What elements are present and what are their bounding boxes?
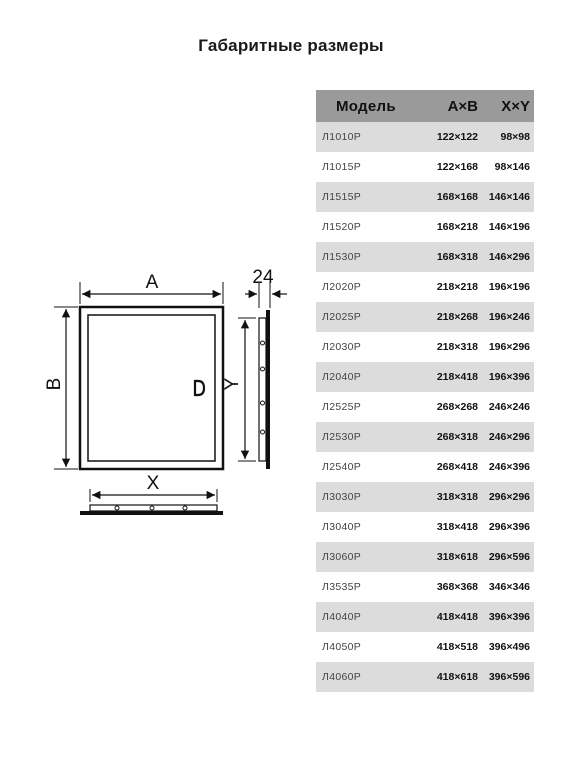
header-xy: X×Y [501,97,530,115]
cell-ab: 168×318 [436,251,478,263]
cell-model: Л2525Р [322,401,362,413]
cell-model: Л2540Р [322,461,362,473]
cell-xy: 396×596 [488,671,530,683]
table-row [316,452,534,482]
cell-ab: 122×168 [436,161,478,173]
cell-xy: 346×346 [488,581,530,593]
table-row [316,542,534,572]
cell-ab: 368×368 [436,581,478,593]
table-row [316,422,534,452]
hatch-side-view [222,267,287,469]
header-model: Модель [336,97,396,115]
cell-ab: 218×218 [436,281,478,293]
dimension-a [80,272,223,304]
cell-ab: 218×318 [436,341,478,353]
table-row [316,182,534,212]
table-row [316,332,534,362]
table-row [316,362,534,392]
cell-xy: 146×146 [488,191,530,203]
cell-model: Л4050Р [322,641,362,653]
table-row [316,482,534,512]
cell-model: Л2040Р [322,371,362,383]
cell-xy: 196×196 [488,281,530,293]
table-row [316,632,534,662]
cell-xy: 296×596 [488,551,530,563]
cell-model: Л1515Р [322,191,362,203]
hatch-bottom-view [80,473,223,515]
table-row [316,302,534,332]
cell-ab: 268×418 [436,461,478,473]
cell-ab: 318×418 [436,521,478,533]
cell-xy: 98×98 [500,131,530,143]
table-row [316,512,534,542]
cell-xy: 196×396 [488,371,530,383]
table-row [316,602,534,632]
cell-ab: 268×268 [436,401,478,413]
table-row [316,212,534,242]
label-a: A [145,272,159,293]
cell-xy: 396×396 [488,611,530,623]
cell-ab: 122×122 [436,131,478,143]
table-row [316,572,534,602]
cell-xy: 246×246 [488,401,530,413]
cell-model: Л3060Р [322,551,362,563]
cell-ab: 418×518 [436,641,478,653]
cell-model: Л3040Р [322,521,362,533]
cell-xy: 98×146 [494,161,530,173]
table-header [316,90,534,122]
cell-ab: 318×618 [436,551,478,563]
cell-ab: 218×268 [436,311,478,323]
table-row [316,242,534,272]
cell-xy: 296×296 [488,491,530,503]
cell-model: Л2530Р [322,431,362,443]
hatch-front-view [80,307,223,469]
label-depth: 24 [252,267,274,288]
table-row [316,152,534,182]
cell-xy: 196×246 [488,311,530,323]
cell-ab: 418×418 [436,611,478,623]
cell-xy: 396×496 [488,641,530,653]
cell-xy: 246×296 [488,431,530,443]
cell-model: Л4060Р [322,671,362,683]
cell-model: Л1010Р [322,131,362,143]
cell-model: Л2025Р [322,311,362,323]
cell-xy: 146×196 [488,221,530,233]
dimension-b [44,307,78,469]
label-y: Y [222,377,243,391]
label-b: B [44,377,65,391]
cell-ab: 168×168 [436,191,478,203]
cell-model: Л1530Р [322,251,362,263]
cell-model: Л3535Р [322,581,362,593]
lock-icon [195,381,204,395]
cell-xy: 196×296 [488,341,530,353]
cell-ab: 168×218 [436,221,478,233]
cell-xy: 146×296 [488,251,530,263]
cell-model: Л1015Р [322,161,362,173]
header-ab: A×B [447,97,478,115]
cell-xy: 296×396 [488,521,530,533]
table-row [316,272,534,302]
cell-ab: 218×418 [436,371,478,383]
cell-model: Л2030Р [322,341,362,353]
table-row [316,662,534,692]
cell-xy: 246×396 [488,461,530,473]
page-title: Габаритные размеры [198,36,384,55]
table-row [316,392,534,422]
cell-ab: 318×318 [436,491,478,503]
cell-model: Л3030Р [322,491,362,503]
dimensions-table [316,90,534,692]
cell-model: Л1520Р [322,221,362,233]
label-x: X [146,473,160,494]
cell-model: Л2020Р [322,281,362,293]
cell-ab: 268×318 [436,431,478,443]
cell-ab: 418×618 [436,671,478,683]
cell-model: Л4040Р [322,611,362,623]
table-row [316,122,534,152]
